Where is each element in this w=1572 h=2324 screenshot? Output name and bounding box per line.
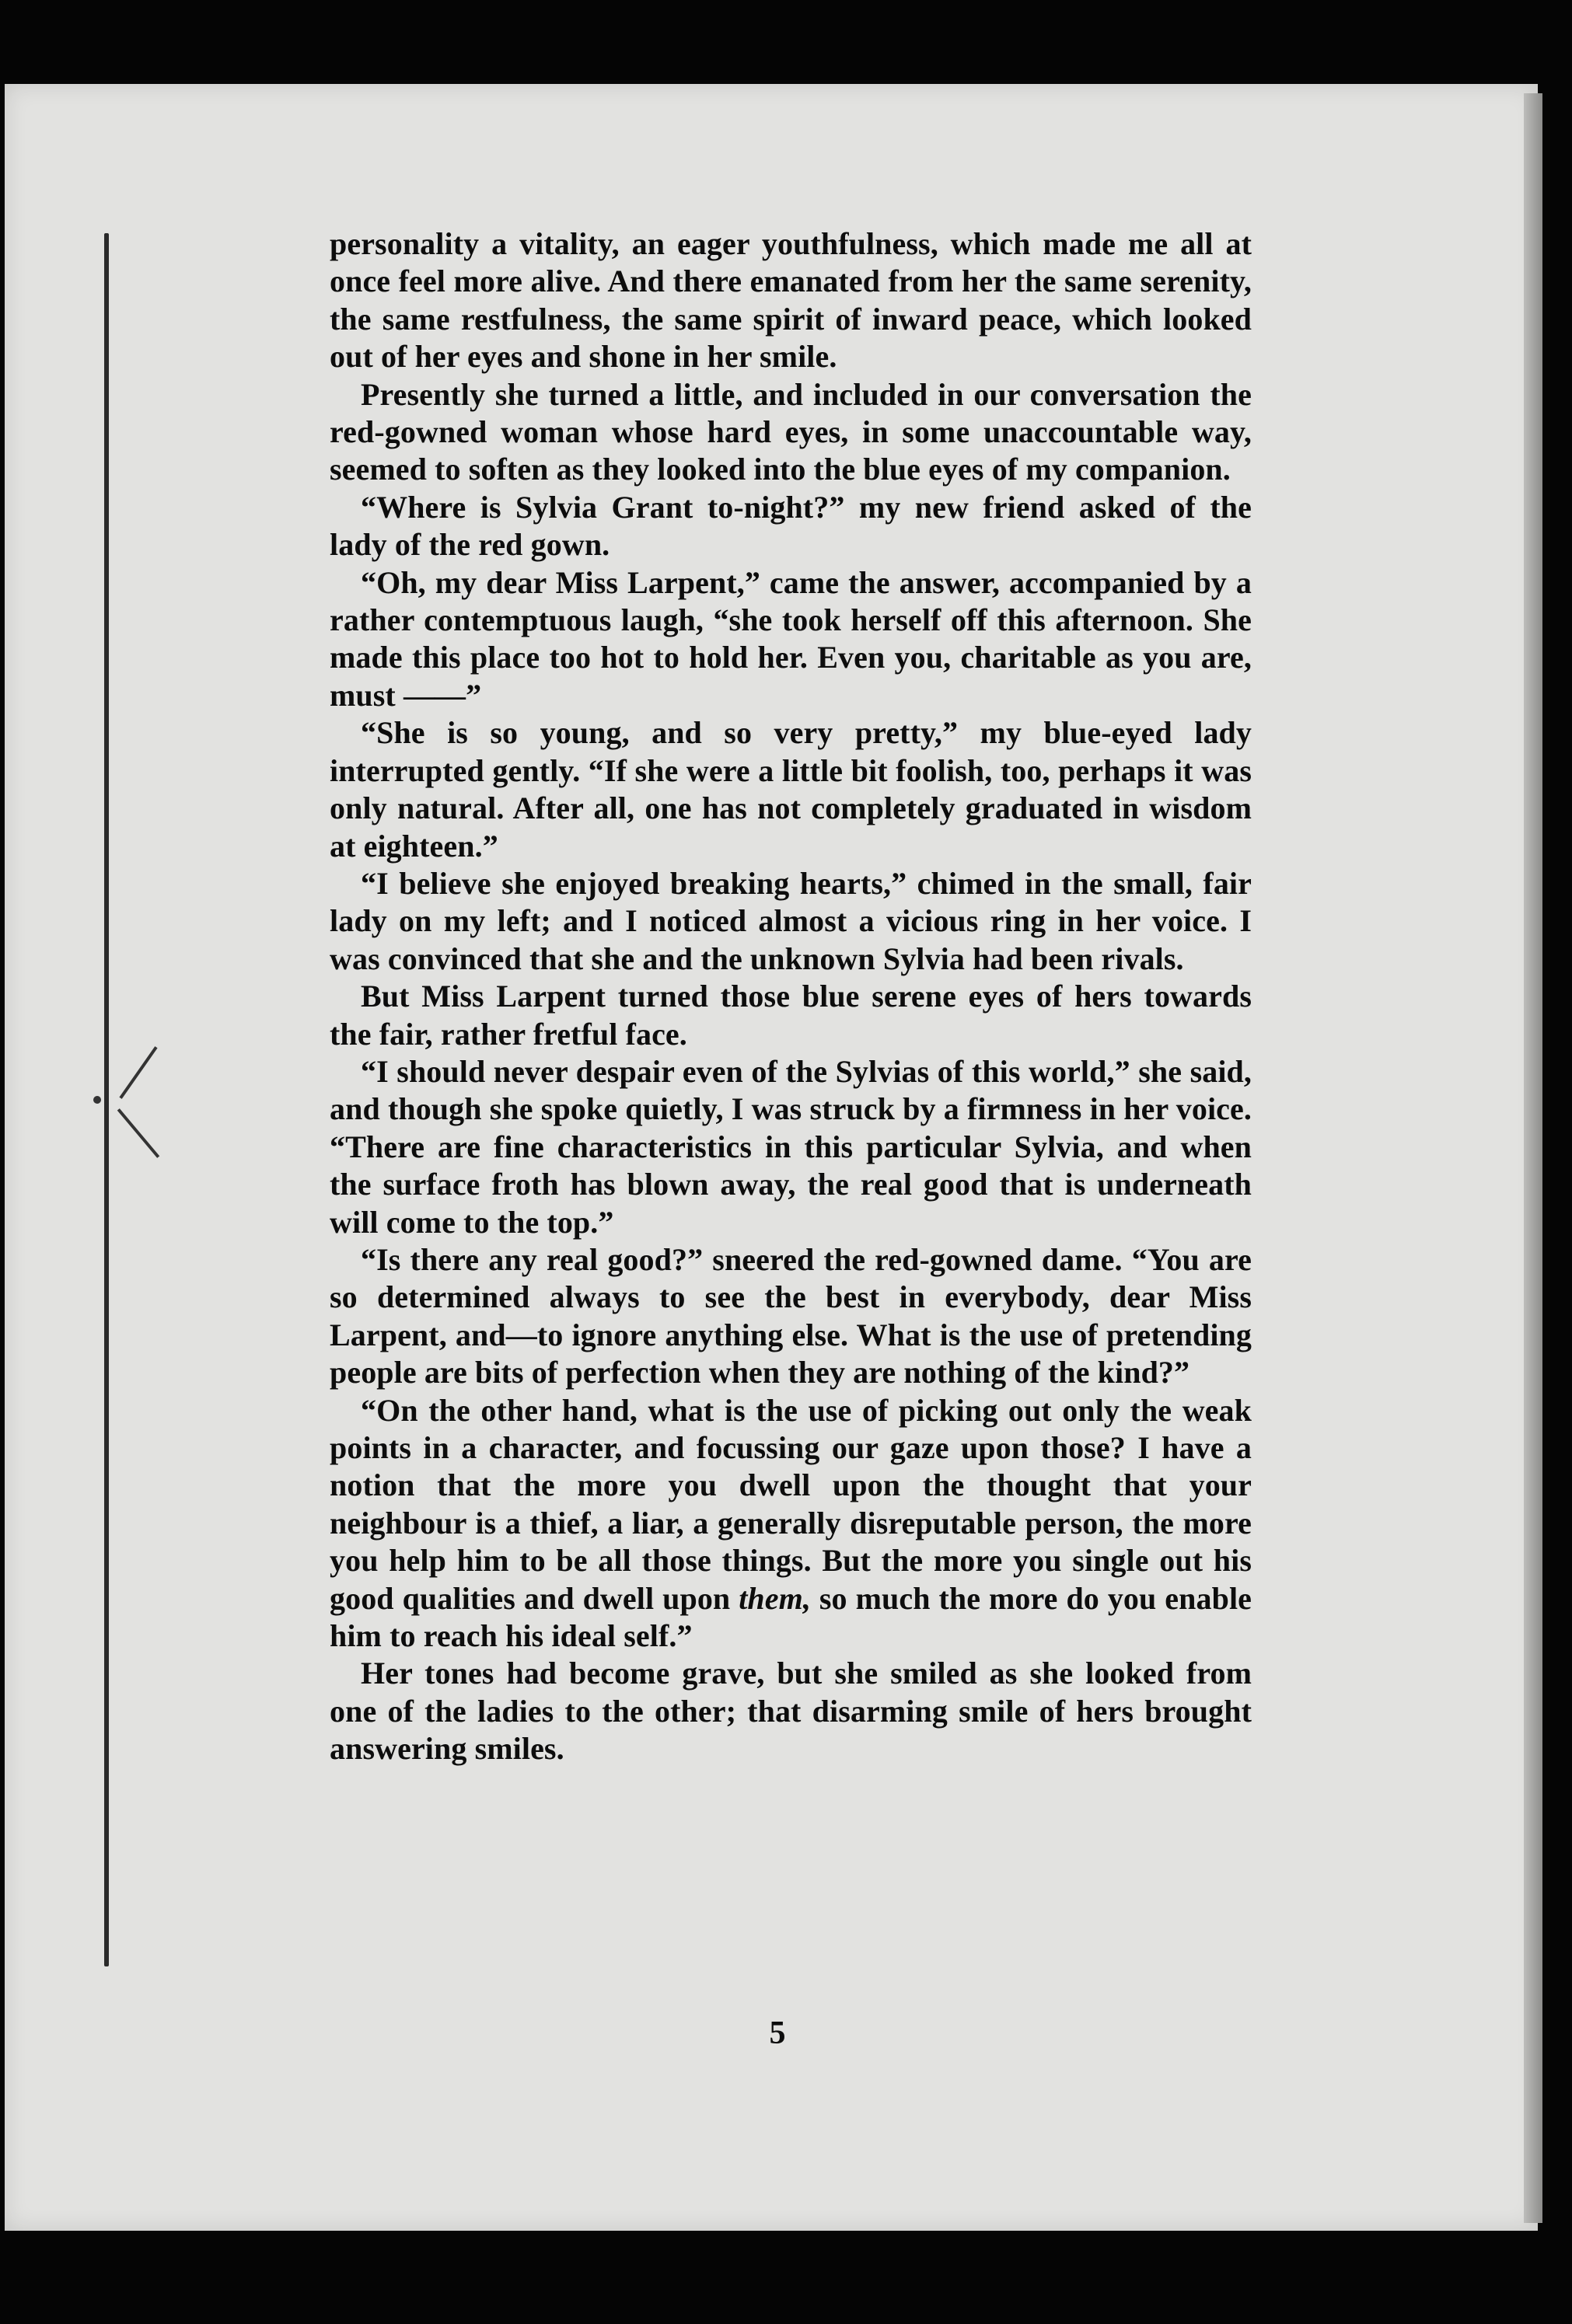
paragraph: But Miss Larpent turned those blue serene eyes of hers towards the fair, rather fretful face.	[330, 979, 1252, 1052]
paragraph-text: so much the more do you enable him to reach his ideal self.”	[330, 1580, 1252, 1654]
paragraph	[330, 1392, 1252, 1656]
paragraph: “Oh, my dear Miss Larpent,” came the answer, accompanied by a rather contemptuous laugh, “she took herself off this afternoon. She made this place too hot to hold her. Even you, charitable as you are, must ——”	[330, 564, 1252, 713]
paragraph: “Is there any real good?” sneered the red-gowned dame. “You are so determined always to see the best in everybody, dear Miss Larpent, and—to ignore anything else. What is the use of pretending people are bits of perfection when they are nothing of the kind?”	[330, 1241, 1252, 1391]
paragraph: “I believe she enjoyed breaking hearts,” chimed in the small, fair lady on my left; and I noticed almost a vicious ring in her voice. I was convinced that she and the unknown Sylvia had been rivals.	[330, 865, 1252, 976]
paragraph: Presently she turned a little, and included in our conversation the red-gowned woman whose hard eyes, in some unaccountable way, seemed to soften as they looked into the blue eyes of my companion.	[330, 376, 1252, 487]
emphasis: them,	[739, 1580, 811, 1616]
page-number: 5	[769, 2015, 786, 2051]
margin-rule	[104, 233, 109, 1966]
body-text	[330, 225, 1252, 1768]
paragraph: “Where is Sylvia Grant to-night?” my new friend asked of the lady of the red gown.	[330, 489, 1252, 563]
paragraph: “She is so young, and so very pretty,” my blue-eyed lady interrupted gently. “If she were a little bit foolish, too, perhaps it was only natural. After all, one has not completely graduated in wisdom at eighteen.”	[330, 715, 1252, 864]
paragraph: Her tones had become grave, but she smiled as she looked from one of the ladies to the other; that disarming smile of hers brought answering smiles.	[330, 1656, 1252, 1767]
page-edge-shadow	[1524, 93, 1542, 2223]
paragraph: “I should never despair even of the Sylvias of this world,” she said, and though she spoke quietly, I was struck by a firmness in her voice. “There are fine characteristics in this particular Sylvia, and when the surface froth has blown away, the real good that is underneath will come to the top.”	[330, 1053, 1252, 1240]
paragraph-text: “On the other hand, what is the use of picking out only the weak points in a character, and focussing our gaze upon those? I have a notion that the more you dwell upon the thought that your neighbour is a thief, a liar, a generally disreputable person, the more you help him to be all those things. But the more you single out his good qualities and dwell upon	[330, 1392, 1252, 1616]
margin-mark	[93, 1096, 101, 1104]
paragraph: personality a vitality, an eager youthfulness, which made me all at once feel more alive. And there emanated from her the same serenity, the same restfulness, the same spirit of inward peace, which looked out of her eyes and shone in her smile.	[330, 226, 1252, 375]
